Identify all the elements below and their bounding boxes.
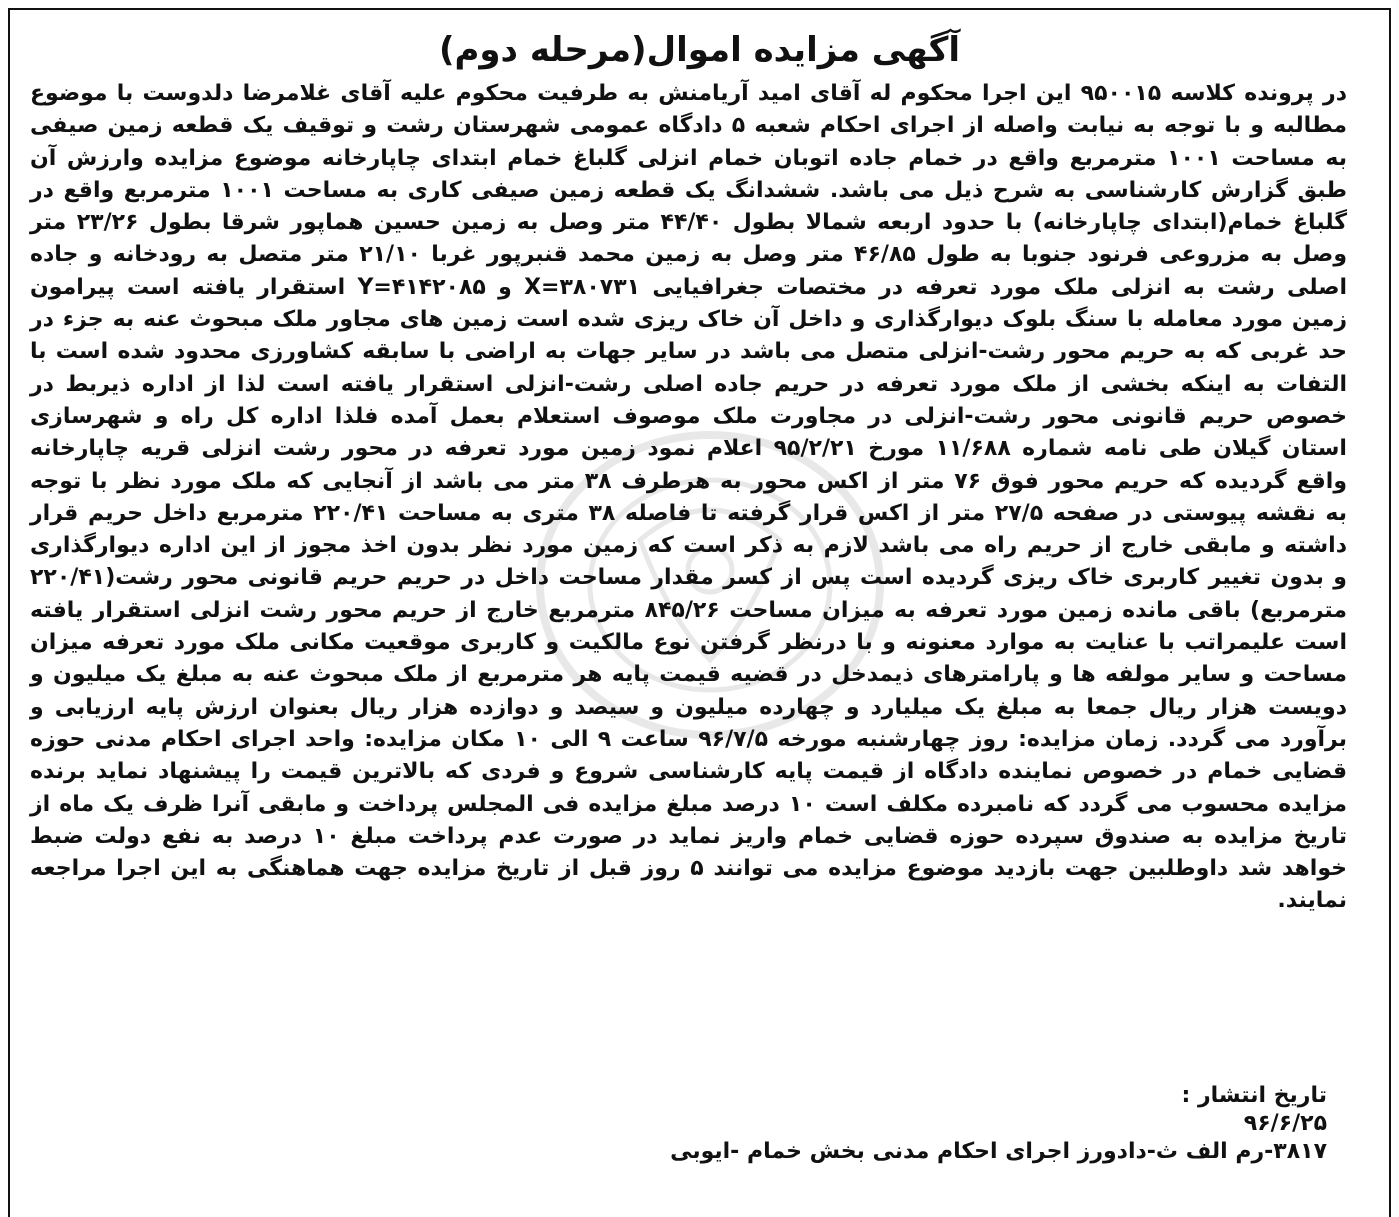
publication-date-label: تاریخ انتشار : (1181, 1083, 1327, 1108)
notice-signature: ۳۸۱۷-رم الف ث-دادورز اجرای احکام مدنی بخش خمام -ایوبی (670, 1139, 1327, 1164)
notice-body: در پرونده کلاسه ۹۵۰۰۱۵ این اجرا محکوم له آقای امید آریامنش به طرفیت محکوم علیه آقای غلامرضا دلدوست با موضوع مطالبه و با توجه به نیابت واصله از اجرای احکام شعبه ۵ دادگاه عمومی شهرستان رشت و توقیف یک قطعه زمین صیفی به مساحت ۱۰۰۱ مترمربع واقع در خمام جاده اتوبان خمام انزلی گلباغ خمام ابتدای چاپارخانه موضوع مزایده وارزش آن طبق گزارش کارشناسی به شرح ذیل می باشد. ششدانگ یک قطعه زمین صیفی کاری به مساحت ۱۰۰۱ مترمربع واقع در گلباغ خمام(ابتدای چاپارخانه) با حدود اربعه شمالا بطول ۴۴/۴۰ متر وصل به زمین حسین هماپور شرقا بطول ۲۳/۲۶ متر وصل به مزروعی فرنود جنوبا به طول ۴۶/۸۵ متر وصل به زمین محمد قنبرپور غربا ۲۱/۱۰ متر متصل به رودخانه و جاده اصلی رشت به انزلی ملک مورد تعرفه در مختصات جغرافیایی X=۳۸۰۷۳۱ و Y=۴۱۴۲۰۸۵ استقرار یافته است پیرامون زمین مورد معامله با سنگ بلوک دیوارگذاری و داخل آن خاک ریزی شده است زمین های مجاور ملک مبحوث عنه به جزء در حد غربی که به حریم محور رشت-انزلی متصل می باشد در سایر جهات به اراضی با سابقه کشاورزی محدود شده است با التفات به اینکه بخشی از ملک مورد تعرفه در حریم جاده اصلی رشت-انزلی استقرار یافته است لذا از اداره ذیربط در خصوص حریم قانونی محور رشت-انزلی در مجاورت ملک موصوف استعلام بعمل آمده فلذا اداره کل راه و شهرسازی استان گیلان طی نامه شماره ۱۱/۶۸۸ مورخ ۹۵/۲/۲۱ اعلام نمود زمین مورد تعرفه در محور رشت انزلی قریه چاپارخانه واقع گردیده که حریم محور فوق ۷۶ متر از اکس محور به هرطرف ۳۸ متر می باشد از آنجایی که ملک مورد نظر با توجه به نقشه پیوستی در صفحه ۲۷/۵ متر از اکس قرار گرفته تا فاصله ۳۸ متری به مساحت ۲۲۰/۴۱ مترمربع داخل حریم قرار داشته و مابقی خارج از حریم راه می باشد لازم به ذکر است که زمین مورد نظر بدون اخذ مجوز از این اداره دیوارگذاری و بدون تغییر کاربری خاک ریزی گردیده است پس از کسر مقدار مساحت داخل در حریم حریم قانونی محور رشت(۲۲۰/۴۱ مترمربع) باقی مانده زمین مورد تعرفه به میزان مساحت ۸۴۵/۲۶ مترمربع خارج از حریم محور رشت انزلی استقرار یافته است علیمراتب با عنایت به موارد معنونه و با درنظر گرفتن نوع مالکیت و کاربری موقعیت مکانی ملک مورد تعرفه میزان مساحت و سایر مولفه ها و پارامترهای ذیمدخل در قضیه قیمت پایه هر مترمربع از ملک مبحوث عنه به مبلغ یک میلیون و دویست هزار ریال جمعا به مبلغ یک میلیارد و چهارده میلیون و سیصد و دوازده هزار ریال بعنوان ارزش پایه ارزیابی و برآورد می گردد. زمان مزایده: روز چهارشنبه مورخه ۹۶/۷/۵ ساعت ۹ الی ۱۰ مکان مزایده: واحد اجرای احکام مدنی حوزه قضایی خمام در خصوص نماینده دادگاه از قیمت پایه کارشناسی شروع و فردی که بالاترین قیمت را پیشنهاد نماید برنده مزایده محسوب می گردد که نامبرده مکلف است ۱۰ درصد مبلغ مزایده فی المجلس پرداخت و مابقی آنرا ظرف یک ماه از تاریخ مزایده به صندوق سپرده حوزه قضایی خمام واریز نماید در صورت عدم پرداخت مبلغ ۱۰ درصد به نفع دولت ضبط خواهد شد داوطلبین جهت بازدید موضوع مزایده می توانند ۵ روز قبل از تاریخ مزایده جهت هماهنگی به این اجرا مراجعه نمایند. (30, 81, 1348, 914)
frame-right-border (1389, 8, 1391, 1217)
publication-date-value: ۹۶/۶/۲۵ (1243, 1111, 1327, 1136)
frame-top-border (8, 8, 1391, 10)
notice-title: آگهی مزایده اموال(مرحله دوم) (438, 30, 961, 70)
frame-left-border (8, 8, 10, 1217)
